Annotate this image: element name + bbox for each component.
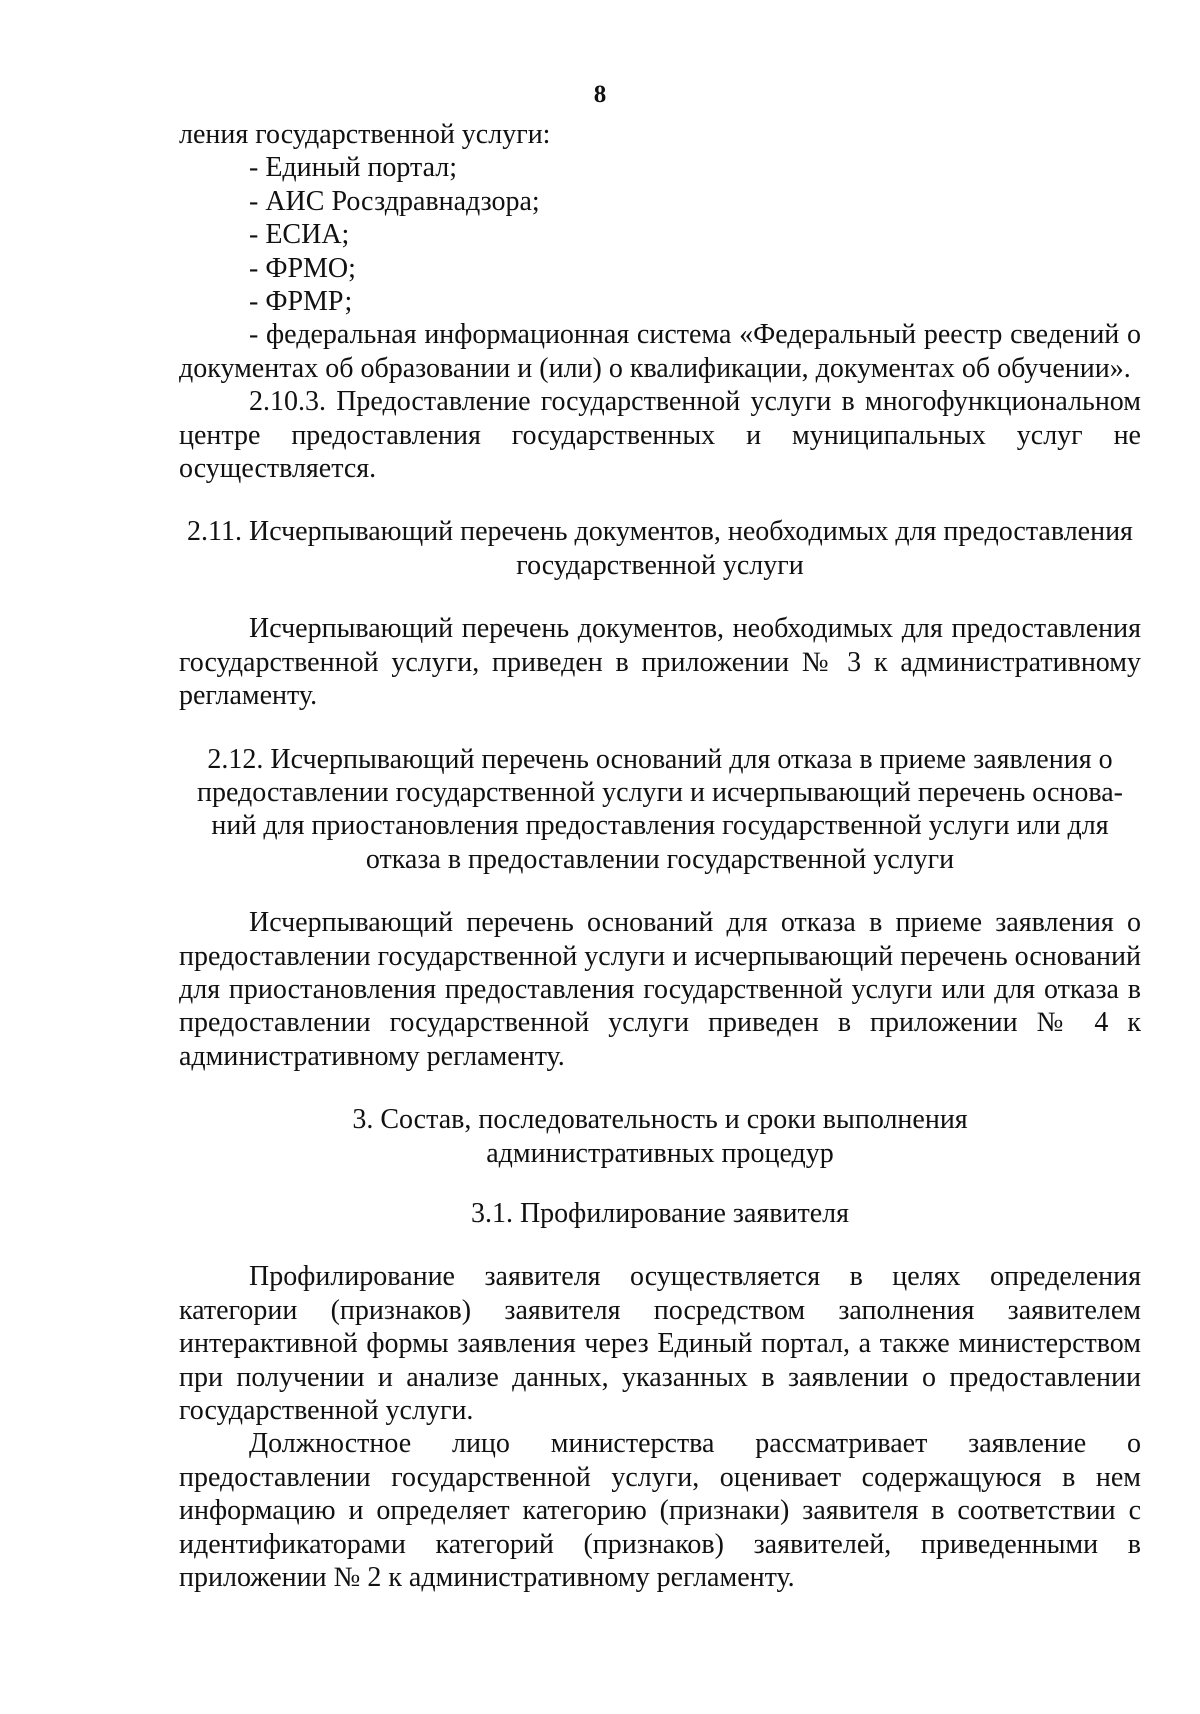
heading-line: ний для приостановления предоставления государственной услуги или для — [211, 810, 1109, 842]
paragraph-2-10-3: 2.10.3. Предоставление государственной услуги в многофункциональном центре предоставления государственных и муниципальных услуг не осуществляется. — [179, 386, 1141, 485]
section-3-1-paragraph-2: Должностное лицо министерства рассматривает заявление о предоставлении государственной услуги, оценивает содержащуюся в нем информацию и определяет категорию (признаки) заявителя в соответствии с идентификаторами категорий (признаков) заявителей, приведенными в приложении № 2 к административному регламенту. — [179, 1428, 1141, 1594]
section-3-1-heading: 3.1. Профилирование заявителя — [470, 1197, 850, 1229]
page-number: 8 — [593, 81, 607, 108]
heading-line: 2.12. Исчерпывающий перечень оснований для отказа в приеме заявления о — [207, 743, 1113, 775]
heading-line: отказа в предоставлении государственной услуги — [365, 843, 955, 875]
section-3-1-paragraph-1: Профилирование заявителя осуществляется в целях определения категории (признаков) заявителя посредством заполнения заявителем интерактивной формы заявления через Единый портал, а также министерством при получении и анализе данных, указанных в заявлении о предоставлении государственной услуги. — [179, 1261, 1141, 1426]
section-2-11-heading — [179, 515, 1141, 582]
heading-line: 3. Состав, последовательность и сроки выполнения — [352, 1104, 968, 1136]
list-item: - АИС Росздравнадзора; — [249, 185, 540, 217]
list-item: - ФРМО; — [249, 252, 356, 284]
heading-line: административных процедур — [486, 1137, 834, 1169]
document-body — [179, 118, 1141, 1594]
section-2-12-body: Исчерпывающий перечень оснований для отказа в приеме заявления о предоставлении государственной услуги и исчерпывающий перечень оснований для приостановления предоставления государственной услуги или для отказа в предоставлении государственной услуги приведен в приложении № 4 к административному регламенту. — [179, 907, 1141, 1072]
list-item: - Единый портал; — [249, 152, 458, 184]
heading-line: предоставлении государственной услуги и исчерпывающий перечень основа- — [196, 776, 1124, 808]
heading-line: 2.11. Исчерпывающий перечень документов, необходимых для предоставления — [187, 516, 1133, 548]
list-item: - ЕСИА; — [249, 219, 350, 251]
section-3-heading — [179, 1103, 1141, 1170]
intro-fragment: ления государственной услуги: — [179, 119, 551, 150]
section-2-11-body: Исчерпывающий перечень документов, необходимых для предоставления государственной услуги, приведен в приложении № 3 к административному регламенту. — [179, 613, 1141, 712]
list-item: - федеральная информационная система «Федеральный реестр сведений о документах об образовании и (или) о квалификации, документах об обучении». — [179, 319, 1141, 384]
heading-line: государственной услуги — [516, 549, 804, 581]
section-2-12-heading — [179, 743, 1141, 877]
list-item: - ФРМР; — [249, 286, 353, 318]
